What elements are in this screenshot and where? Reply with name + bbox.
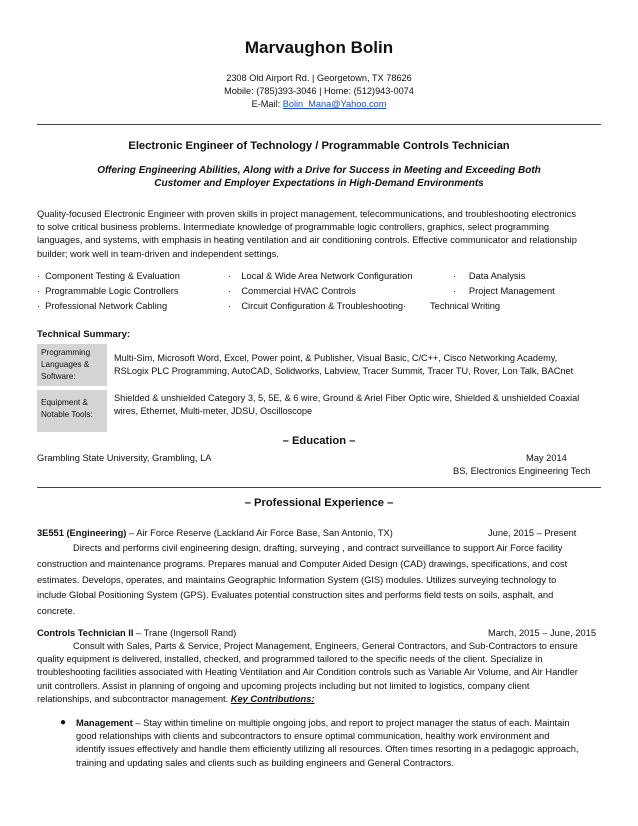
job-1-employer: – Air Force Reserve (Lackland Air Force Base, San Antonio, TX) xyxy=(126,528,393,538)
skill-label: Professional Network Cabling xyxy=(45,301,168,311)
job-2-title: Controls Technician II xyxy=(37,628,134,638)
summary-line: builder; work well in team-driven and independent settings. xyxy=(37,248,279,259)
header-divider xyxy=(37,124,601,125)
bullet-dot-icon: · xyxy=(37,301,40,311)
bullet-dot-icon: · xyxy=(453,286,456,296)
skill-item xyxy=(37,270,180,283)
skill-item xyxy=(228,285,356,298)
tech-line: Shielded & unshielded Category 3, 5, 5E, & 6 wire, Ground & Ariel Fiber Optic wire, Shielded & unshielded Coaxial xyxy=(114,393,580,403)
box-label-line: Notable Tools: xyxy=(41,410,93,419)
skill-item xyxy=(228,300,406,313)
key-contributions-label: Key Contributions: xyxy=(230,693,315,704)
job-line: unit controllers. Assist in planning of ongoing and upcoming projects including but not limited to logistics, company client xyxy=(37,680,530,691)
skill-item xyxy=(453,285,555,298)
job-line: concrete. xyxy=(37,606,76,617)
job-line xyxy=(37,693,603,706)
summary-line: to solve critical business problems. Intermediate knowledge of programmable logic controllers, graphics, select programming xyxy=(37,222,550,233)
skill-label: Commercial HVAC Controls xyxy=(241,286,356,296)
box-label-line: Software: xyxy=(41,372,76,381)
email-line xyxy=(0,98,638,111)
box-label-line: Equipment & xyxy=(41,398,88,407)
job-2-description xyxy=(37,640,603,706)
school-name: Grambling State University, Grambling, LA xyxy=(37,453,212,463)
bullet-dot-icon: · xyxy=(37,271,40,281)
candidate-name: Marvaughon Bolin xyxy=(244,38,394,57)
skill-label: Circuit Configuration & Troubleshooting· xyxy=(241,301,407,311)
skill-item xyxy=(37,285,178,298)
bullet-line xyxy=(76,717,606,730)
summary-line: languages, and systems, with emphasis in heating ventilation and air conditioning controls. Effective communicator and relationship xyxy=(37,235,577,246)
bullet-text: – Stay within timeline on multiple ongoing jobs, and report to project manager the status of each. Maintain xyxy=(132,718,570,728)
job-line: Directs and performs civil engineering design, drafting, surveying , and contract surveillance to support Air Force facility xyxy=(73,543,563,553)
tagline-line-1: Offering Engineering Abilities, Along with a Drive for Success in Meeting and Exceeding Both xyxy=(97,165,541,176)
job-line: construction and maintenance programs. Prepares manual and Computer Aided Design (CAD) drawings, specifications, and cost xyxy=(37,558,568,569)
experience-heading: – Professional Experience – xyxy=(244,497,394,509)
bullet-dot-icon: · xyxy=(453,271,456,281)
tagline-line-2: Customer and Employer Expectations in High-Demand Environments xyxy=(154,178,484,189)
box-label-line: Programming xyxy=(41,348,91,357)
tech-line: RSLogix PLC Programming, AutoCAD, Solidworks, Labview, Tracer Summit, Tracer TU, Rover, Lon Talk, BACnet xyxy=(114,366,574,376)
skill-label: Component Testing & Evaluation xyxy=(45,271,180,281)
objective-title: Electronic Engineer of Technology / Programmable Controls Technician xyxy=(128,140,510,152)
summary-line: Quality-focused Electronic Engineer with proven skills in project management, telecommunications, and troubleshooting electronics xyxy=(37,209,576,219)
education-divider xyxy=(37,487,601,488)
skill-item xyxy=(228,270,412,283)
bullet-dot-icon: · xyxy=(37,286,40,296)
job-line: estimates. Develops, operates, and maintains Geographic Information System (GIS) modules. Utilizes surveying technology to xyxy=(37,574,557,585)
programming-label-box xyxy=(37,344,107,386)
skill-item xyxy=(430,300,500,313)
job-line-text: relationships, and subcontractor management. xyxy=(37,693,231,704)
bullet-icon: ● xyxy=(60,717,67,728)
job-2-employer: – Trane (Ingersoll Rand) xyxy=(133,628,237,638)
skill-label: Project Management xyxy=(468,286,555,296)
job-2-dates: March, 2015 – June, 2015 xyxy=(488,628,597,638)
graduation-date: May 2014 xyxy=(526,453,567,463)
bullet-line: identify issues effectively and handle them efficiently utilizing all resources. Often times resorting in a pedagogic approach, xyxy=(76,744,579,755)
job-1-title: 3E551 (Engineering) xyxy=(37,528,127,538)
education-heading: – Education – xyxy=(282,435,356,447)
skill-label: Data Analysis xyxy=(468,271,526,281)
bullet-line: good relationships with clients and subcontractors to ensure optimal communication, healthy work environment and xyxy=(76,731,550,742)
email-link[interactable]: Bolin_Mana@Yahoo.com xyxy=(282,99,387,109)
skill-label: Local & Wide Area Network Configuration xyxy=(241,271,413,281)
job-line: include Global Positioning System (GPS). Evaluates potential construction sites and performs field tests on soils, asphalt, and xyxy=(37,590,554,601)
equipment-label-box xyxy=(37,390,107,432)
skill-label: Technical Writing xyxy=(430,301,501,311)
technical-summary-heading: Technical Summary: xyxy=(37,329,131,340)
job-line: troubleshooting facilities associated with Heating Ventilation and Air Condition controls such as Variable Air Volume, and Air Handler xyxy=(37,667,578,678)
bullet-dot-icon: · xyxy=(228,286,231,296)
tagline xyxy=(60,164,578,190)
bullet-heading: Management xyxy=(76,718,133,728)
summary-paragraph xyxy=(37,208,603,261)
tech-line: Multi-Sim, Microsoft Word, Excel, Power point, & Publisher, Visual Basic, C/C++, Cisco Networking Academy, xyxy=(114,353,558,363)
skill-item xyxy=(453,270,525,283)
skill-item xyxy=(37,300,167,313)
address: 2308 Old Airport Rd. | Georgetown, TX 78626 xyxy=(226,73,412,83)
phone-numbers: Mobile: (785)393-3046 | Home: (512)943-0074 xyxy=(224,86,414,96)
programming-text xyxy=(114,352,604,378)
management-bullet xyxy=(76,717,606,770)
email-label: E-Mail: xyxy=(251,99,283,109)
job-line: quality equipment is delivered, installed, checked, and programmed tailored to the specific needs of the client. Specialize in xyxy=(37,654,543,665)
job-2-header xyxy=(37,627,236,640)
tech-line: wires, Ethernet, Multi-meter, JDSU, Oscilloscope xyxy=(114,406,313,416)
job-line: Consult with Sales, Parts & Service, Project Management, Engineers, General Contractors, and Sub-Contractors to ensure xyxy=(73,641,578,651)
equipment-text xyxy=(114,392,604,418)
job-1-description xyxy=(37,541,603,620)
degree: BS, Electronics Engineering Tech xyxy=(453,466,591,476)
bullet-line: training and updating sales and clients such as building engineers and General Contractors. xyxy=(76,757,454,768)
bullet-dot-icon: · xyxy=(228,271,231,281)
bullet-dot-icon: · xyxy=(228,301,231,311)
skill-label: Programmable Logic Controllers xyxy=(45,286,179,296)
box-label-line: Languages & xyxy=(41,360,90,369)
job-1-dates: June, 2015 – Present xyxy=(488,528,577,538)
job-1-header xyxy=(37,527,393,540)
